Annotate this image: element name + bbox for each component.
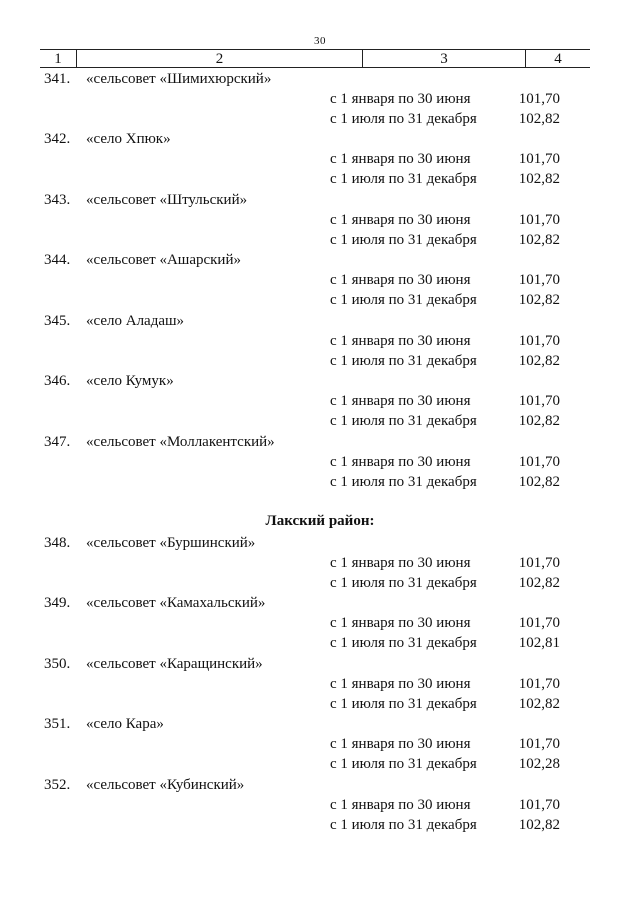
coefficient-value: 101,70 (518, 676, 560, 692)
entry-number: 343. (44, 192, 71, 208)
entry-name: «сельсовет «Каращинский» (86, 656, 263, 672)
entry-number: 346. (44, 373, 71, 389)
entry-name: «сельсовет «Кубинский» (86, 777, 245, 793)
entry-name: «сельсовет «Камахальский» (86, 595, 266, 611)
entry-name: «сельсовет «Шимихюрский» (86, 71, 272, 87)
column-header-2: 2 (215, 51, 224, 67)
column-header-1: 1 (54, 51, 62, 67)
entry-name: «сельсовет «Моллакентский» (86, 434, 275, 450)
coefficient-value: 101,70 (518, 454, 560, 470)
period-label: с 1 января по 30 июня (330, 272, 471, 288)
coefficient-value: 101,70 (518, 555, 560, 571)
entry-number: 352. (44, 777, 71, 793)
coefficient-value: 102,82 (518, 171, 560, 187)
entry-number: 351. (44, 716, 71, 732)
entry-name: «село Кумук» (86, 373, 174, 389)
coefficient-value: 102,82 (518, 292, 560, 308)
coefficient-value: 102,82 (518, 111, 560, 127)
period-label: с 1 июля по 31 декабря (330, 292, 477, 308)
period-label: с 1 января по 30 июня (330, 555, 471, 571)
entry-number: 347. (44, 434, 71, 450)
coefficient-value: 102,82 (518, 696, 560, 712)
coefficient-value: 101,70 (518, 736, 560, 752)
period-label: с 1 июля по 31 декабря (330, 696, 477, 712)
period-label: с 1 января по 30 июня (330, 454, 471, 470)
entry-number: 341. (44, 71, 71, 87)
entry-name: «сельсовет «Буршинский» (86, 535, 256, 551)
period-label: с 1 января по 30 июня (330, 797, 471, 813)
coefficient-value: 101,70 (518, 151, 560, 167)
period-label: с 1 июля по 31 декабря (330, 575, 477, 591)
entry-number: 349. (44, 595, 71, 611)
period-label: с 1 июля по 31 декабря (330, 756, 477, 772)
period-label: с 1 января по 30 июня (330, 676, 471, 692)
coefficient-value: 101,70 (518, 333, 560, 349)
entry-number: 344. (44, 252, 71, 268)
page-number: 30 (314, 35, 326, 47)
period-label: с 1 января по 30 июня (330, 91, 471, 107)
coefficient-value: 102,82 (518, 474, 560, 490)
entry-name: «сельсовет «Штульский» (86, 192, 248, 208)
entry-number: 342. (44, 131, 71, 147)
coefficient-value: 101,70 (518, 91, 560, 107)
coefficient-value: 101,70 (518, 212, 560, 228)
entry-name: «село Аладаш» (86, 313, 185, 329)
period-label: с 1 июля по 31 декабря (330, 413, 477, 429)
period-label: с 1 июля по 31 декабря (330, 171, 477, 187)
period-label: с 1 января по 30 июня (330, 736, 471, 752)
entry-number: 348. (44, 535, 71, 551)
coefficient-value: 101,70 (518, 797, 560, 813)
period-label: с 1 июля по 31 декабря (330, 635, 477, 651)
entry-name: «село Хпюк» (86, 131, 171, 147)
coefficient-value: 102,82 (518, 575, 560, 591)
entry-number: 345. (44, 313, 71, 329)
period-label: с 1 января по 30 июня (330, 333, 471, 349)
coefficient-value: 101,70 (518, 272, 560, 288)
period-label: с 1 января по 30 июня (330, 615, 471, 631)
coefficient-value: 102,82 (518, 232, 560, 248)
entry-number: 350. (44, 656, 71, 672)
column-header-3: 3 (440, 51, 448, 67)
entry-name: «сельсовет «Ашарский» (86, 252, 241, 268)
coefficient-value: 102,81 (518, 635, 560, 651)
coefficient-value: 102,82 (518, 353, 560, 369)
period-label: с 1 января по 30 июня (330, 151, 471, 167)
period-label: с 1 июля по 31 декабря (330, 817, 477, 833)
coefficient-value: 102,28 (518, 756, 560, 772)
entry-name: «село Кара» (86, 716, 164, 732)
district-section-title: Лакский район: (265, 513, 375, 529)
table-header (40, 49, 590, 68)
period-label: с 1 июля по 31 декабря (330, 232, 477, 248)
coefficient-value: 102,82 (518, 413, 560, 429)
period-label: с 1 июля по 31 декабря (330, 474, 477, 490)
coefficient-value: 101,70 (518, 393, 560, 409)
column-header-4: 4 (554, 51, 562, 67)
period-label: с 1 января по 30 июня (330, 393, 471, 409)
coefficient-value: 101,70 (518, 615, 560, 631)
period-label: с 1 января по 30 июня (330, 212, 471, 228)
period-label: с 1 июля по 31 декабря (330, 353, 477, 369)
period-label: с 1 июля по 31 декабря (330, 111, 477, 127)
coefficient-value: 102,82 (518, 817, 560, 833)
